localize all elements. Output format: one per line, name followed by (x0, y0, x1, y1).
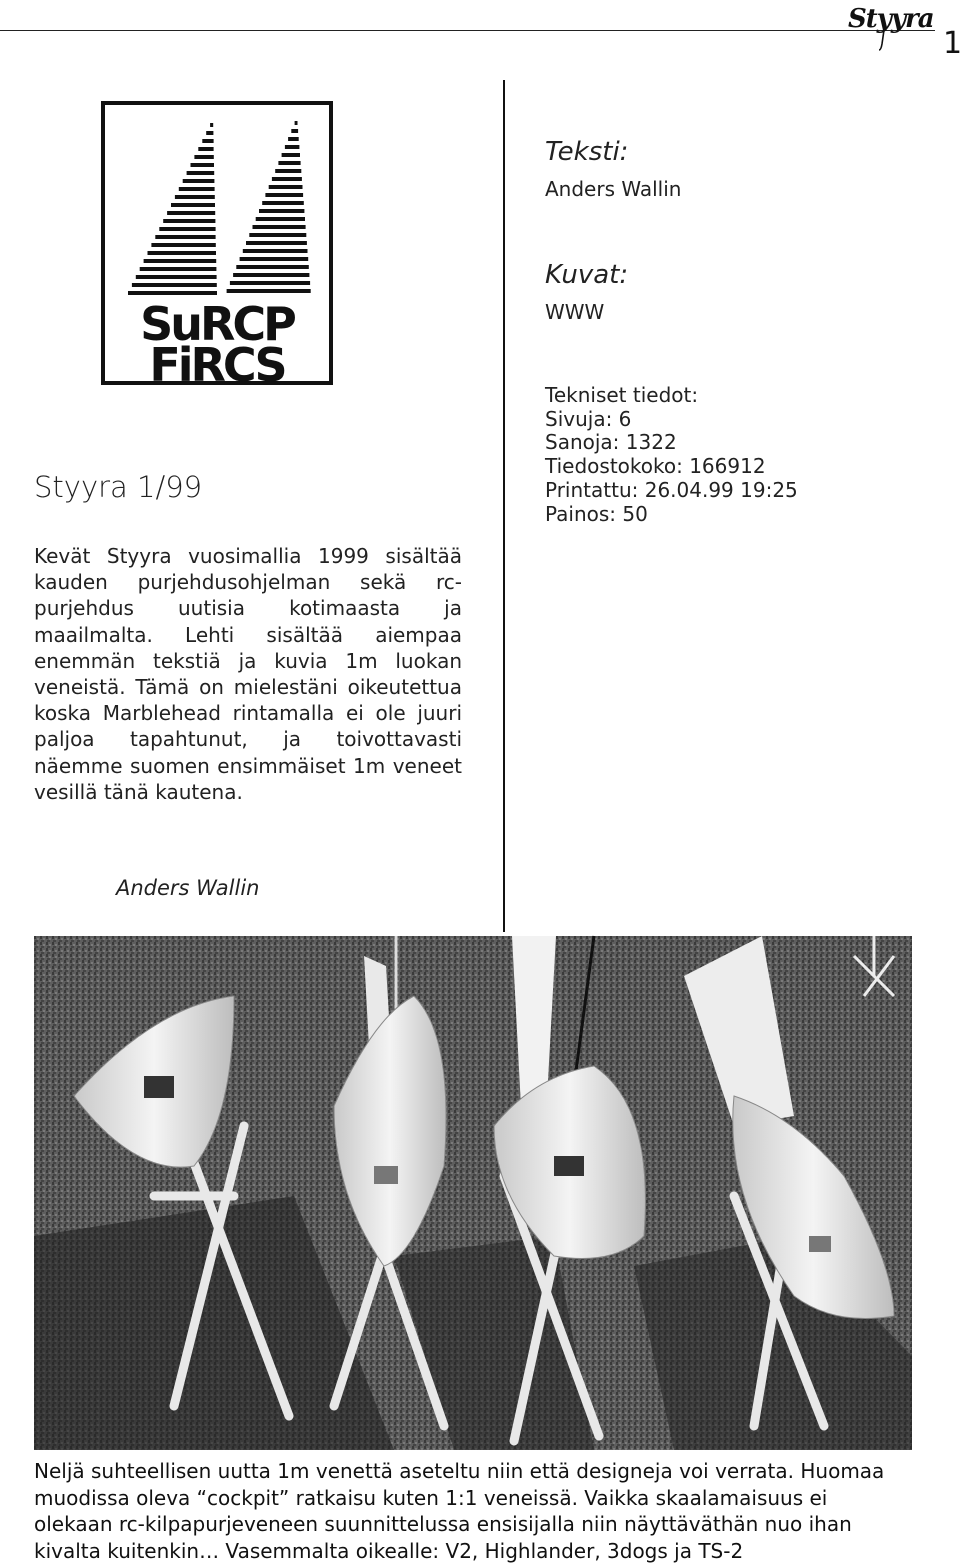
technical-details (545, 384, 798, 526)
caption-line-1: Neljä suhteellisen uutta 1m venettä aseteltu niin että designeja voi verrata. Huomaa (34, 1459, 885, 1483)
issue-title: Styyra 1/99 (34, 470, 203, 504)
column-divider (503, 80, 505, 932)
tech-heading: Tekniset tiedot: (545, 383, 699, 407)
caption-line-4: kivalta kuitenkin… Vasemmalta oikealle: V2, Highlander, 3dogs ja TS-2 (34, 1538, 744, 1563)
photo-credit-label: Kuvat: (545, 260, 629, 290)
model-boats-image (34, 936, 912, 1450)
intro-paragraph: Kevät Styyra vuosimallia 1999 sisältää kauden purjehdusohjelman sekä rc-purjehdus uutisia kotimaasta ja maailmalta. Lehti sisältää aiempaa enemmän tekstiä ja kuvia 1m luokan veneistä. Tämä on mielestäni oikeutettua koska Marblehead rintamalla ei ole juuri paljoa tapahtunut, ja toivottavasti näemme suomen ensimmäiset 1m veneet vesillä tänä kautena. (34, 544, 462, 804)
text-credit-author: Anders Wallin (545, 177, 682, 201)
sails-logo-icon (105, 105, 329, 305)
tech-edition: Painos: 50 (545, 501, 648, 526)
caption-line-2: muodissa oleva “cockpit” ratkaisu kuten 1:1 veneissä. Vaikka skaalamaisuus ei (34, 1485, 828, 1510)
tech-pages: Sivuja: 6 (545, 406, 632, 431)
intro-signature: Anders Wallin (116, 876, 260, 900)
tech-printed: Printattu: 26.04.99 19:25 (545, 477, 798, 502)
photo-credit-source: WWW (545, 300, 605, 324)
page-number: 1 (943, 26, 962, 61)
text-credit-label: Teksti: (545, 137, 629, 167)
tech-words: Sanoja: 1322 (545, 430, 677, 455)
header-rule (0, 30, 935, 31)
styyra-logo-text: Styyra (848, 4, 934, 34)
photo-caption (34, 1458, 960, 1564)
club-logo (101, 101, 333, 392)
logo-text-surcp: SuRCP (140, 297, 294, 351)
caption-line-3: olekaan rc-kilpapurjeveneen suunnittelussa ensisijalla niin näyttäväthän nuo ihan (34, 1512, 852, 1536)
anchor-tail-icon (878, 30, 888, 52)
styyra-header-logo (848, 4, 934, 34)
tech-filesize: Tiedostokoko: 166912 (545, 454, 766, 479)
logo-text-fircs: FiRCS (149, 338, 285, 392)
boats-photo (34, 936, 912, 1450)
